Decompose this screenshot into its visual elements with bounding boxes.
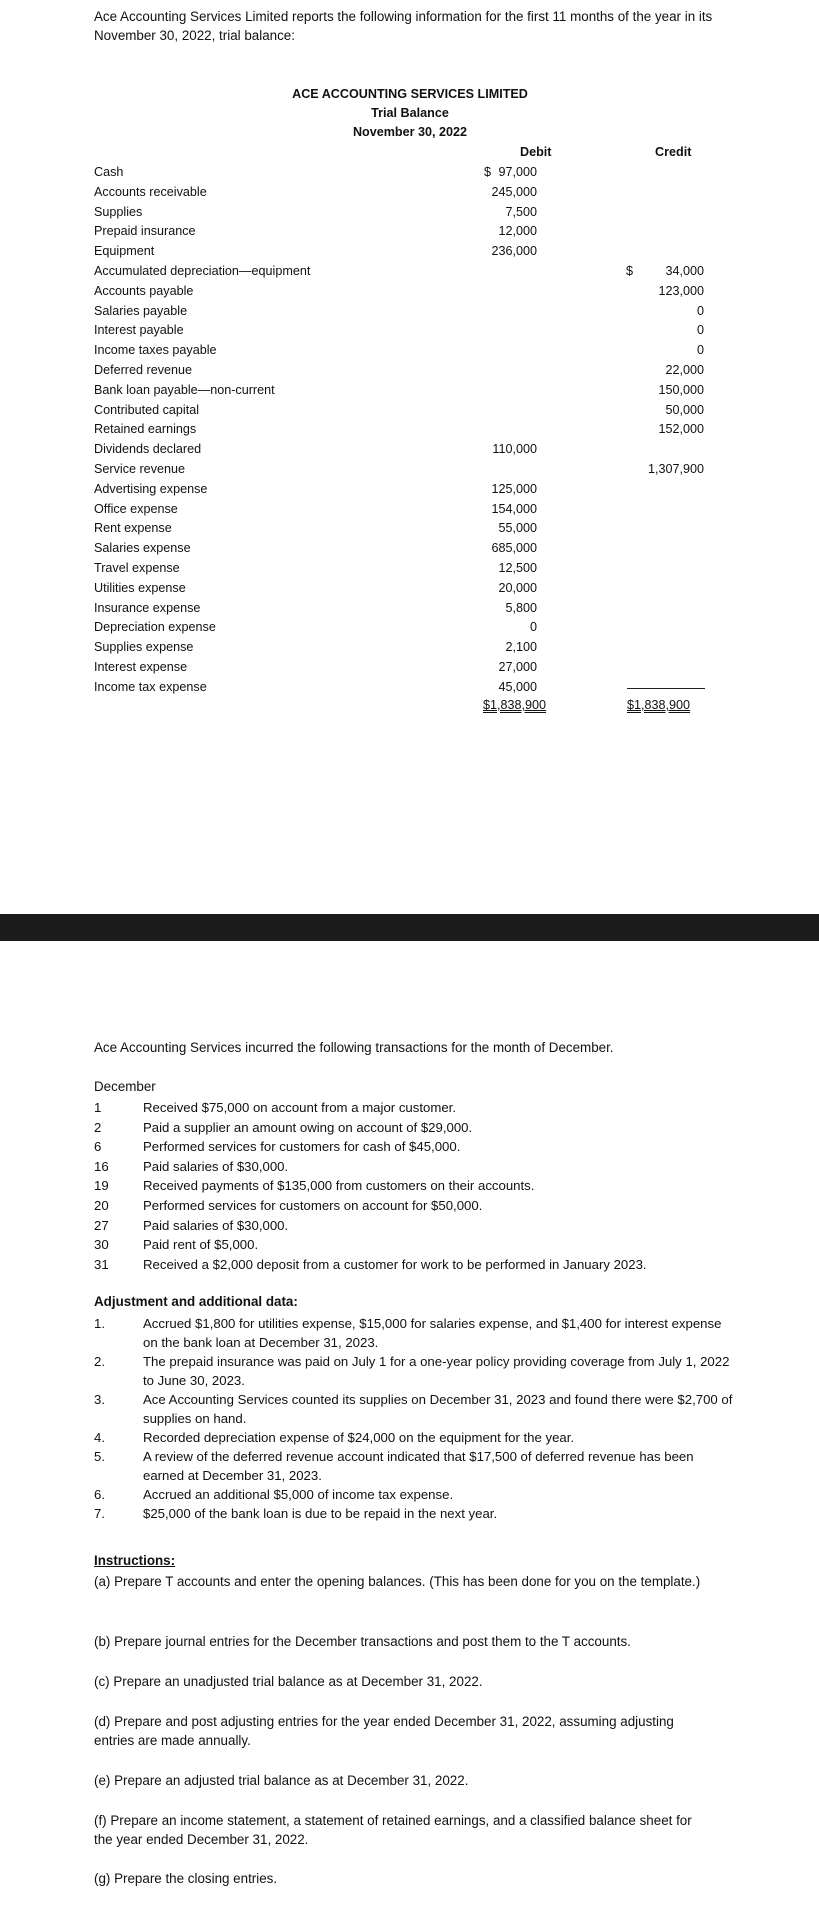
- debit-value: 5,800: [505, 600, 537, 615]
- account-name: Salaries payable: [94, 303, 188, 318]
- item-number: 5.: [94, 1449, 105, 1464]
- transaction-day: 31: [94, 1256, 109, 1272]
- table-row: [94, 341, 714, 361]
- debit-value: 97,000: [498, 165, 537, 179]
- list-item: [94, 1176, 734, 1196]
- item-text: Accrued an additional $5,000 of income tax expense.: [143, 1487, 454, 1502]
- list-item: [94, 1118, 734, 1138]
- account-name: Travel expense: [94, 560, 180, 575]
- item-text: Accrued $1,800 for utilities expense, $15,000 for salaries expense, and $1,400 for interest expense on the bank loan at December 31, 2023.: [143, 1316, 722, 1350]
- instruction-b: (b) Prepare journal entries for the December transactions and post them to the T accounts.: [94, 1634, 631, 1649]
- table-row: [94, 440, 714, 460]
- transaction-text: Paid a supplier an amount owing on account of $29,000.: [143, 1119, 473, 1135]
- list-item: [94, 1485, 734, 1504]
- credit-header: Credit: [655, 145, 692, 159]
- account-name: Interest payable: [94, 323, 184, 338]
- list-item: [94, 1352, 734, 1390]
- account-name: Supplies expense: [94, 640, 194, 655]
- transaction-day: 30: [94, 1237, 109, 1253]
- account-name: Advertising expense: [94, 481, 208, 496]
- account-name: Utilities expense: [94, 580, 186, 595]
- table-row: [94, 282, 714, 302]
- debit-value: 245,000: [491, 184, 537, 199]
- item-text: A review of the deferred revenue account indicated that $17,500 of deferred revenue has been earned at December 31, 2023.: [143, 1449, 694, 1483]
- transaction-day: 19: [94, 1178, 109, 1194]
- list-item: [94, 1196, 734, 1216]
- credit-value: 150,000: [658, 382, 704, 397]
- debit-value: 2,100: [505, 640, 537, 655]
- account-name: Deferred revenue: [94, 362, 193, 377]
- transaction-day: 20: [94, 1197, 109, 1213]
- account-name: Dividends declared: [94, 442, 202, 457]
- account-name: Accounts payable: [94, 283, 194, 298]
- transaction-text: Paid salaries of $30,000.: [143, 1158, 289, 1174]
- item-text: $25,000 of the bank loan is due to be repaid in the next year.: [143, 1506, 498, 1521]
- account-name: Insurance expense: [94, 600, 201, 615]
- instruction-g: (g) Prepare the closing entries.: [94, 1871, 278, 1886]
- intro-text: Ace Accounting Services Limited reports the following information for the first 11 months of the year in its November 30, 2022, trial balance:: [94, 9, 713, 43]
- instruction-f: (f) Prepare an income statement, a statement of retained earnings, and a classified balance sheet for the year ended December 31, 2022.: [94, 1813, 692, 1847]
- debit-value: 236,000: [491, 244, 537, 259]
- item-number: 4.: [94, 1430, 105, 1445]
- account-name: Interest expense: [94, 659, 188, 674]
- debit-value: 7,500: [505, 204, 537, 219]
- table-row: [94, 420, 714, 440]
- item-number: 1.: [94, 1316, 105, 1331]
- instruction-a: (a) Prepare T accounts and enter the opening balances. (This has been done for you on the template.): [94, 1574, 701, 1589]
- list-item: [94, 1255, 734, 1275]
- adjustments-list: [94, 1314, 734, 1523]
- transaction-text: Performed services for customers for cash of $45,000.: [143, 1139, 461, 1155]
- table-row: [94, 599, 714, 619]
- item-number: 6.: [94, 1487, 105, 1502]
- credit-value: 0: [696, 343, 704, 358]
- transaction-text: Paid salaries of $30,000.: [143, 1217, 289, 1233]
- trial-balance-table: [94, 163, 714, 698]
- transaction-text: Received payments of $135,000 from customers on their accounts.: [143, 1178, 535, 1194]
- table-row: [94, 203, 714, 223]
- account-name: Contributed capital: [94, 402, 200, 417]
- transaction-text: Received a $2,000 deposit from a customer for work to be performed in January 2023.: [143, 1256, 647, 1272]
- credit-value: 123,000: [658, 283, 704, 298]
- credit-value: 50,000: [665, 402, 704, 417]
- instruction-c: (c) Prepare an unadjusted trial balance as at December 31, 2022.: [94, 1674, 483, 1689]
- transactions-intro: Ace Accounting Services incurred the following transactions for the month of December.: [94, 1040, 614, 1055]
- table-row: [94, 539, 714, 559]
- company-name: ACE ACCOUNTING SERVICES LIMITED: [292, 87, 528, 101]
- transaction-day: 1: [94, 1100, 102, 1115]
- transaction-day: 16: [94, 1158, 109, 1174]
- list-item: [94, 1098, 734, 1118]
- account-name: Depreciation expense: [94, 620, 216, 635]
- transaction-text: Received $75,000 on account from a major customer.: [143, 1100, 457, 1115]
- credit-value: 0: [696, 303, 704, 318]
- account-name: Salaries expense: [94, 541, 191, 556]
- item-number: 7.: [94, 1506, 105, 1521]
- table-row: [94, 302, 714, 322]
- section-divider: [0, 914, 819, 941]
- list-item: [94, 1428, 734, 1447]
- transaction-day: 27: [94, 1217, 109, 1233]
- account-name: Service revenue: [94, 461, 186, 476]
- total-rule-credit: [627, 688, 705, 689]
- debit-value: 685,000: [491, 541, 537, 556]
- account-name: Income taxes payable: [94, 343, 217, 358]
- debit-value: 0: [529, 620, 537, 635]
- list-item: [94, 1137, 734, 1157]
- instructions-heading: Instructions:: [94, 1553, 176, 1568]
- list-item: [94, 1447, 734, 1485]
- table-row: [94, 460, 714, 480]
- table-row: [94, 163, 714, 183]
- table-row: [94, 500, 714, 520]
- account-name: Bank loan payable—non-current: [94, 382, 275, 397]
- total-debit: $1,838,900: [483, 698, 547, 712]
- total-credit: $1,838,900: [627, 698, 691, 712]
- account-name: Prepaid insurance: [94, 224, 196, 239]
- transaction-list: [94, 1098, 734, 1274]
- table-row: [94, 183, 714, 203]
- table-row: [94, 480, 714, 500]
- table-row: [94, 559, 714, 579]
- debit-value: 154,000: [491, 501, 537, 516]
- debit-value: 12,000: [498, 224, 537, 239]
- account-name: Accumulated depreciation—equipment: [94, 263, 311, 278]
- statement-date: November 30, 2022: [352, 125, 468, 139]
- item-number: 2.: [94, 1354, 105, 1369]
- list-item: [94, 1235, 734, 1255]
- list-item: [94, 1390, 734, 1428]
- credit-value: 34,000: [665, 263, 704, 278]
- debit-value: 110,000: [492, 442, 537, 457]
- dollar-sign: $: [484, 165, 492, 179]
- table-row: [94, 618, 714, 638]
- instruction-e: (e) Prepare an adjusted trial balance as at December 31, 2022.: [94, 1773, 469, 1788]
- transaction-text: Performed services for customers on account for $50,000.: [143, 1197, 483, 1213]
- table-row: [94, 658, 714, 678]
- debit-value: 55,000: [498, 521, 537, 536]
- item-number: 3.: [94, 1392, 105, 1407]
- table-row: [94, 381, 714, 401]
- adjustments-heading: Adjustment and additional data:: [94, 1294, 298, 1309]
- list-item: [94, 1314, 734, 1352]
- account-name: Supplies: [94, 204, 143, 219]
- table-row: [94, 519, 714, 539]
- statement-title: Trial Balance: [371, 106, 449, 120]
- debit-value: 20,000: [498, 580, 537, 595]
- table-row: [94, 222, 714, 242]
- instruction-d: (d) Prepare and post adjusting entries for the year ended December 31, 2022, assuming adjusting entries are made annually.: [94, 1714, 674, 1748]
- debit-value: 27,000: [498, 659, 537, 674]
- debit-header: Debit: [520, 145, 552, 159]
- debit-value: 125,000: [491, 481, 537, 496]
- table-row: [94, 401, 714, 421]
- item-text: Recorded depreciation expense of $24,000 on the equipment for the year.: [143, 1430, 575, 1445]
- month-label: December: [94, 1079, 156, 1094]
- table-row: [94, 579, 714, 599]
- account-name: Office expense: [94, 501, 178, 516]
- table-row: [94, 321, 714, 341]
- account-name: Accounts receivable: [94, 184, 207, 199]
- table-row: [94, 262, 714, 282]
- dollar-sign: $: [626, 263, 634, 278]
- account-name: Retained earnings: [94, 422, 197, 437]
- table-row: [94, 361, 714, 381]
- list-item: [94, 1157, 734, 1177]
- transaction-day: 2: [94, 1119, 102, 1135]
- credit-value: 152,000: [658, 422, 704, 437]
- list-item: [94, 1216, 734, 1236]
- list-item: [94, 1504, 734, 1523]
- credit-value: 22,000: [665, 362, 704, 377]
- item-text: The prepaid insurance was paid on July 1 for a one-year policy providing coverage from July 1, 2022 to June 30, 2023.: [143, 1354, 730, 1388]
- credit-value: 1,307,900: [647, 461, 704, 476]
- account-name: Income tax expense: [94, 679, 207, 694]
- account-name: Equipment: [94, 244, 155, 259]
- debit-value: 45,000: [498, 679, 537, 694]
- transaction-day: 6: [94, 1139, 102, 1155]
- table-row: [94, 638, 714, 658]
- transaction-text: Paid rent of $5,000.: [143, 1237, 259, 1253]
- account-name: Cash: [94, 165, 124, 179]
- debit-value: 12,500: [498, 560, 537, 575]
- table-row: [94, 678, 714, 698]
- credit-value: 0: [696, 323, 704, 338]
- table-row: [94, 242, 714, 262]
- item-text: Ace Accounting Services counted its supplies on December 31, 2023 and found there were $2,700 of supplies on hand.: [143, 1392, 733, 1426]
- account-name: Rent expense: [94, 521, 172, 536]
